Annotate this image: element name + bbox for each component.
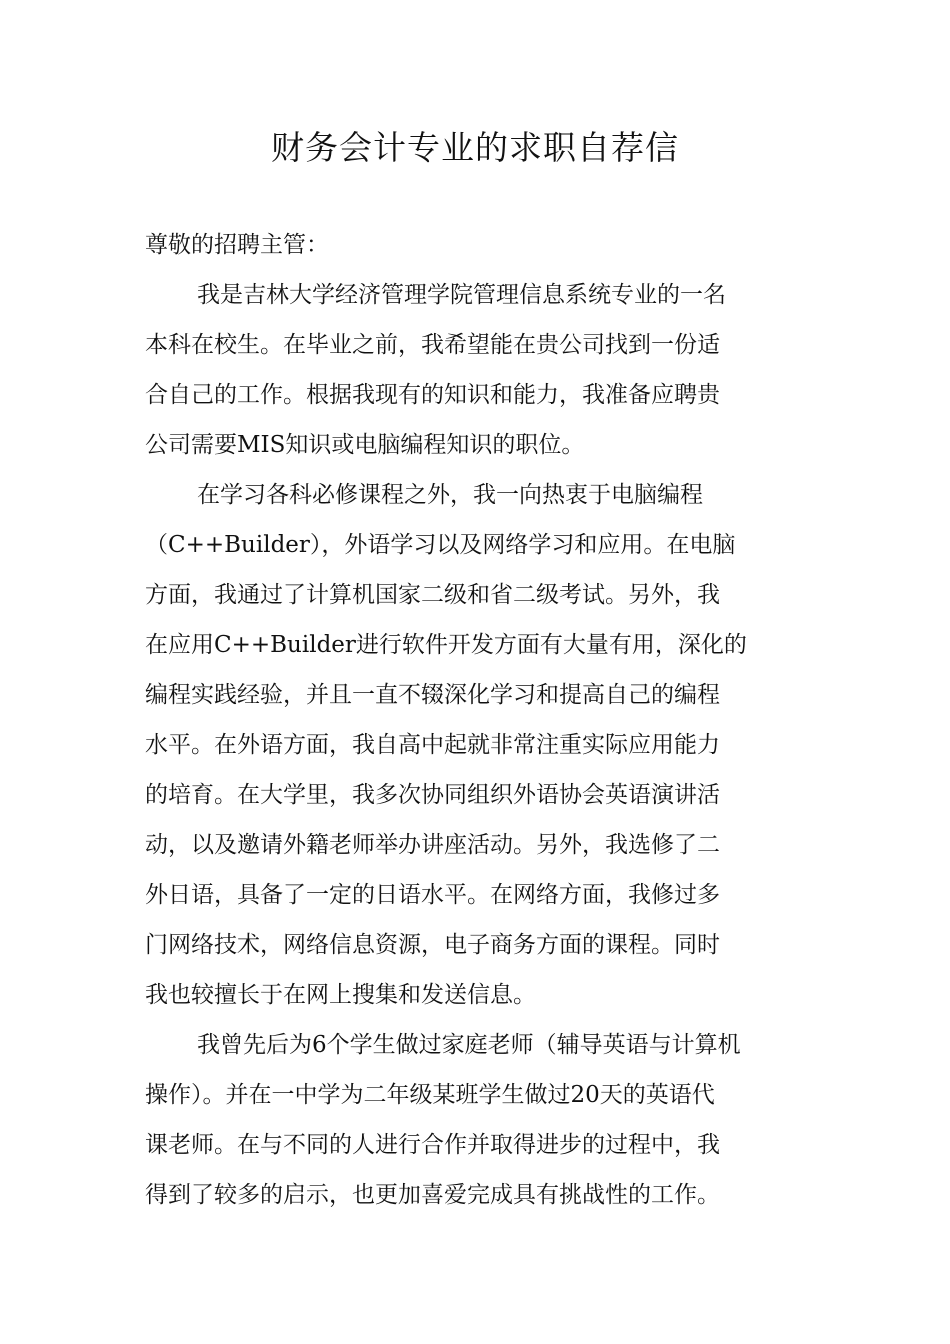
- paragraph-line: 动，以及邀请外籍老师举办讲座活动。另外，我选修了二: [145, 832, 720, 858]
- paragraph-line: （C++Builder），外语学习以及网络学习和应用。在电脑: [145, 532, 736, 558]
- paragraph-line: 操作）。并在一中学为二年级某班学生做过20天的英语代: [145, 1082, 715, 1108]
- paragraph-2: [145, 470, 807, 1020]
- paragraph-1: [145, 270, 807, 470]
- paragraph-line: 合自己的工作。根据我现有的知识和能力，我准备应聘贵: [145, 382, 720, 408]
- paragraph-line: 我曾先后为6个学生做过家庭老师（辅导英语与计算机: [197, 1032, 741, 1058]
- paragraph-line: 得到了较多的启示，也更加喜爱完成具有挑战性的工作。: [145, 1182, 720, 1208]
- salutation: 尊敬的招聘主管：: [145, 232, 329, 258]
- document-title: 财务会计专业的求职自荐信: [271, 128, 679, 167]
- paragraph-line: 门网络技术，网络信息资源，电子商务方面的课程。同时: [145, 932, 720, 958]
- paragraph-line: 公司需要MIS知识或电脑编程知识的职位。: [145, 432, 585, 458]
- paragraph-line: 在应用C++Builder进行软件开发方面有大量有用，深化的: [145, 632, 747, 658]
- paragraph-line: 我也较擅长于在网上搜集和发送信息。: [145, 982, 536, 1008]
- paragraph-line: 方面，我通过了计算机国家二级和省二级考试。另外，我: [145, 582, 720, 608]
- paragraph-line: 在学习各科必修课程之外，我一向热衷于电脑编程: [197, 482, 703, 508]
- paragraph-line: 的培育。在大学里，我多次协同组织外语协会英语演讲活: [145, 782, 720, 808]
- paragraph-line: 我是吉林大学经济管理学院管理信息系统专业的一名: [197, 282, 726, 308]
- letter-body: [145, 220, 807, 1220]
- paragraph-3: [145, 1020, 807, 1220]
- paragraph-line: 外日语，具备了一定的日语水平。在网络方面，我修过多: [145, 882, 720, 908]
- paragraph-line: 课老师。在与不同的人进行合作并取得进步的过程中，我: [145, 1132, 720, 1158]
- paragraph-line: 水平。在外语方面，我自高中起就非常注重实际应用能力: [145, 732, 720, 758]
- paragraph-line: 本科在校生。在毕业之前，我希望能在贵公司找到一份适: [145, 332, 720, 358]
- paragraph-line: 编程实践经验，并且一直不辍深化学习和提高自己的编程: [145, 682, 720, 708]
